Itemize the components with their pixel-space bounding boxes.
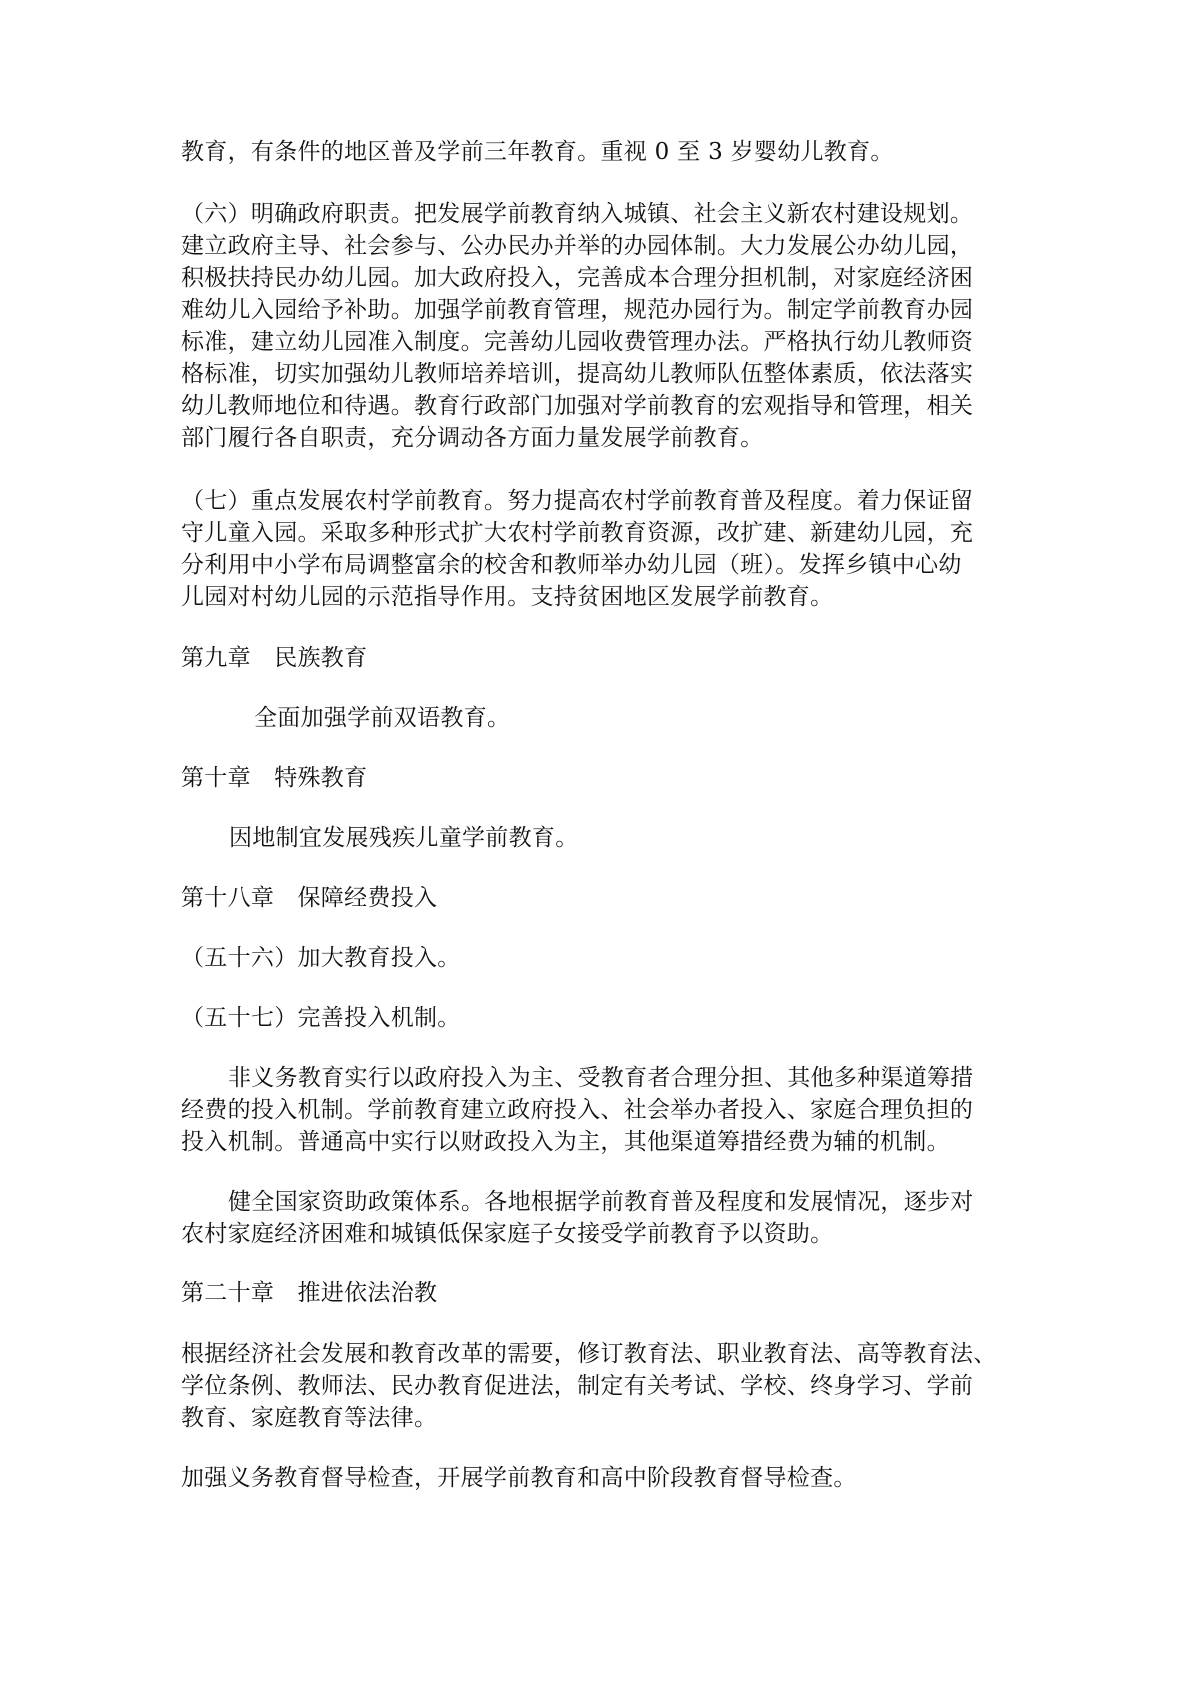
paragraph-chapter-10 — [229, 822, 1064, 854]
chapter-heading-9 — [181, 642, 1016, 674]
paragraph-intro — [181, 136, 1016, 168]
chapter-title: 第十八章 保障经费投入 — [181, 885, 438, 911]
text-line: 格标准，切实加强幼儿教师培养培训，提高幼儿教师队伍整体素质，依法落实 — [181, 361, 974, 387]
chapter-heading-20 — [181, 1277, 1016, 1309]
text-line: 分利用中小学布局调整富余的校舍和教师举办幼儿园（班）。发挥乡镇中心幼 — [181, 552, 962, 578]
text-line: 学位条例、教师法、民办教育促进法，制定有关考试、学校、终身学习、学前 — [181, 1373, 974, 1399]
text-line: 难幼儿入园给予补助。加强学前教育管理，规范办园行为。制定学前教育办园 — [181, 297, 974, 323]
text-line: 守儿童入园。采取多种形式扩大农村学前教育资源，改扩建、新建幼儿园，充 — [181, 520, 974, 546]
text-line: 标准，建立幼儿园准入制度。完善幼儿园收费管理办法。严格执行幼儿教师资 — [181, 329, 974, 355]
text-line: 经费的投入机制。学前教育建立政府投入、社会举办者投入、家庭合理负担的 — [181, 1097, 974, 1123]
text-line: （七）重点发展农村学前教育。努力提高农村学前教育普及程度。着力保证留 — [181, 488, 974, 514]
text-line: 加强义务教育督导检查，开展学前教育和高中阶段教育督导检查。 — [181, 1465, 857, 1491]
text-line: 幼儿教师地位和待遇。教育行政部门加强对学前教育的宏观指导和管理，相关 — [181, 393, 974, 419]
paragraph-section-6 — [181, 198, 1016, 454]
chapter-title: 第二十章 推进依法治教 — [181, 1280, 438, 1306]
text-line: 建立政府主导、社会参与、公办民办并举的办园体制。大力发展公办幼儿园， — [181, 233, 974, 259]
text-line: （六）明确政府职责。把发展学前教育纳入城镇、社会主义新农村建设规划。 — [181, 201, 974, 227]
paragraph-section-56 — [181, 942, 1016, 974]
text-line: （五十七）完善投入机制。 — [181, 1005, 461, 1031]
text-line: 根据经济社会发展和教育改革的需要，修订教育法、职业教育法、高等教育法、 — [181, 1341, 997, 1367]
chapter-heading-18 — [181, 882, 1016, 914]
text-line: 积极扶持民办幼儿园。加大政府投入，完善成本合理分担机制，对家庭经济困 — [181, 265, 974, 291]
text-line: 教育，有条件的地区普及学前三年教育。重视 0 至 3 岁婴幼儿教育。 — [181, 139, 894, 165]
text-line: 全面加强学前双语教育。 — [254, 705, 511, 731]
chapter-title: 第九章 民族教育 — [181, 645, 368, 671]
text-line: 非义务教育实行以政府投入为主、受教育者合理分担、其他多种渠道筹措 — [228, 1065, 974, 1091]
text-line: 儿园对村幼儿园的示范指导作用。支持贫困地区发展学前教育。 — [181, 584, 834, 610]
paragraph-chapter-9 — [254, 702, 1089, 734]
text-line: 投入机制。普通高中实行以财政投入为主，其他渠道筹措经费为辅的机制。 — [181, 1129, 950, 1155]
chapter-title: 第十章 特殊教育 — [181, 765, 368, 791]
paragraph-law-revision — [181, 1338, 1016, 1434]
text-line: 因地制宜发展残疾儿童学前教育。 — [229, 825, 579, 851]
chapter-heading-10 — [181, 762, 1016, 794]
paragraph-investment-mechanism — [181, 1062, 1016, 1158]
paragraph-section-57 — [181, 1002, 1016, 1034]
text-line: 教育、家庭教育等法律。 — [181, 1405, 438, 1431]
paragraph-supervision — [181, 1462, 1016, 1494]
text-line: 农村家庭经济困难和城镇低保家庭子女接受学前教育予以资助。 — [181, 1221, 834, 1247]
text-line: 健全国家资助政策体系。各地根据学前教育普及程度和发展情况，逐步对 — [228, 1189, 974, 1215]
paragraph-funding-support — [181, 1186, 1016, 1250]
text-line: 部门履行各自职责，充分调动各方面力量发展学前教育。 — [181, 425, 764, 451]
text-line: （五十六）加大教育投入。 — [181, 945, 461, 971]
paragraph-section-7 — [181, 485, 1016, 613]
